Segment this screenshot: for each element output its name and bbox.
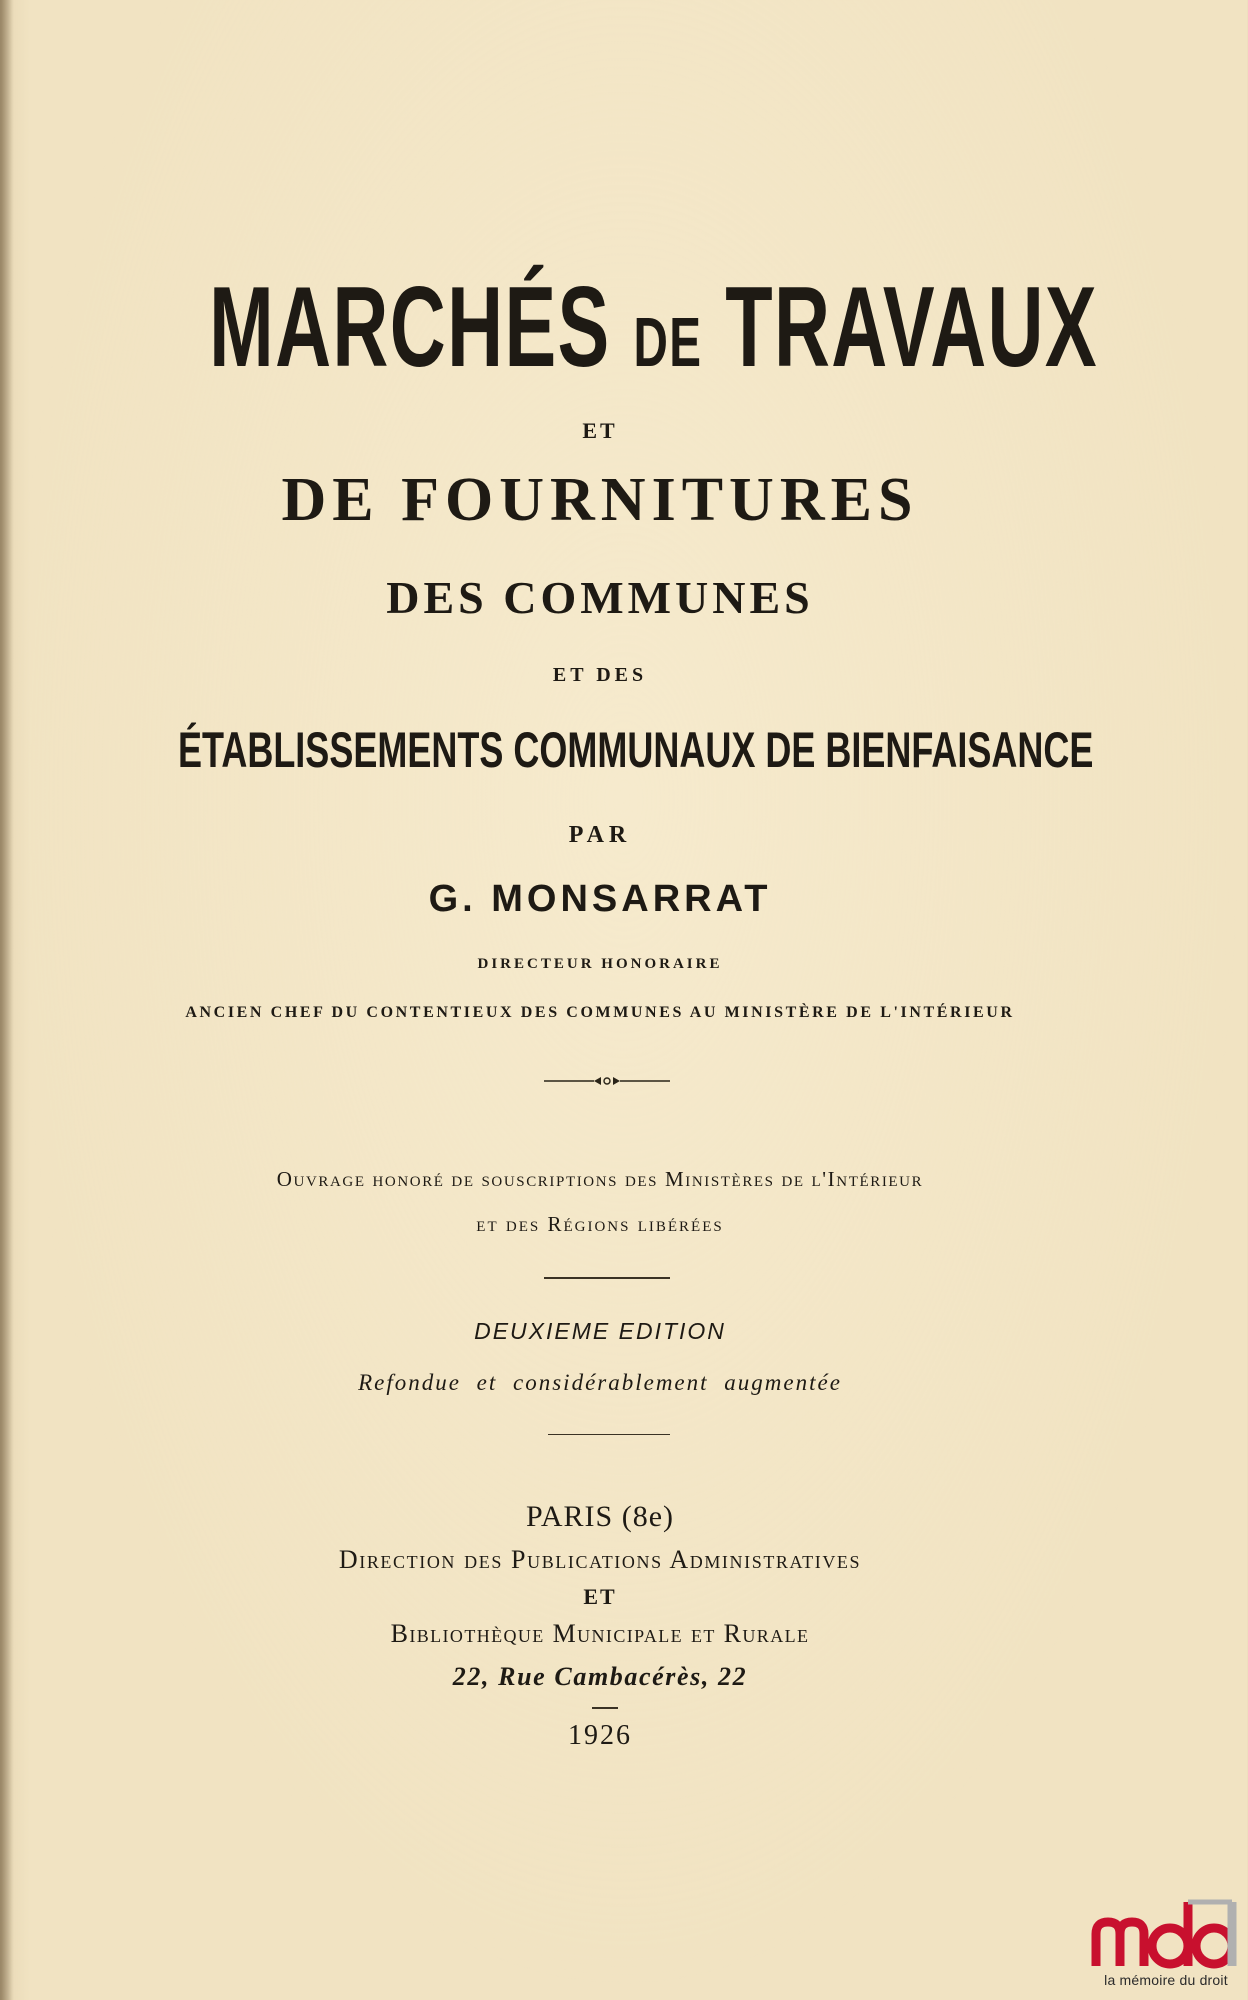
subtitle-fournitures: DE FOURNITURES xyxy=(281,466,919,534)
author-title: DIRECTEUR HONORAIRE xyxy=(477,956,723,972)
book-title-main xyxy=(209,264,1098,402)
book-title xyxy=(0,264,1200,402)
title-part1: MARCHÉS xyxy=(209,264,611,391)
publisher-line-1: Direction des Publications Administratives xyxy=(338,1545,862,1574)
title-et: ET xyxy=(582,418,618,443)
subtitle-communes: DES COMMUNES xyxy=(386,572,814,623)
publisher-line-2: Bibliothèque Municipale et Rurale xyxy=(390,1619,810,1648)
mdd-logo-icon xyxy=(1088,1894,1244,1970)
subtitle-etablissements-text: ÉTABLISSEMENTS COMMUNAUX DE BIENFAISANCE xyxy=(177,722,1094,778)
author-role: ANCIEN CHEF DU CONTENTIEUX DES COMMUNES AU MINISTÈRE DE L'INTÉRIEUR xyxy=(185,1004,1015,1021)
mdd-tagline: la mémoire du droit xyxy=(1104,1972,1228,1988)
publisher-city: PARIS (8e) xyxy=(525,1500,675,1533)
publication-year: 1926 xyxy=(568,1720,632,1751)
edition-note: Refondue et considérablement augmentée xyxy=(358,1370,842,1395)
divider-rule xyxy=(592,1707,618,1709)
divider-rule xyxy=(548,1434,670,1435)
by-label: PAR xyxy=(568,822,632,848)
publisher-address: 22, Rue Cambacérès, 22 xyxy=(452,1662,748,1691)
author-name: G. MONSARRAT xyxy=(428,878,772,920)
title-part2: TRAVAUX xyxy=(725,264,1098,391)
subtitle-et-des: ET DES xyxy=(552,664,648,686)
ornament-divider-icon xyxy=(544,1075,670,1087)
edition-label: DEUXIEME EDITION xyxy=(474,1318,726,1344)
mdd-watermark xyxy=(1088,1894,1244,1994)
divider-rule xyxy=(544,1277,670,1279)
title-de: DE xyxy=(633,303,703,381)
subtitle-etablissements xyxy=(0,715,1200,785)
publisher-et: ET xyxy=(583,1584,617,1609)
honor-line-2: et des Régions libérées xyxy=(476,1212,724,1236)
honor-line-1: Ouvrage honoré de souscriptions des Ministères de l'Intérieur xyxy=(276,1167,924,1191)
